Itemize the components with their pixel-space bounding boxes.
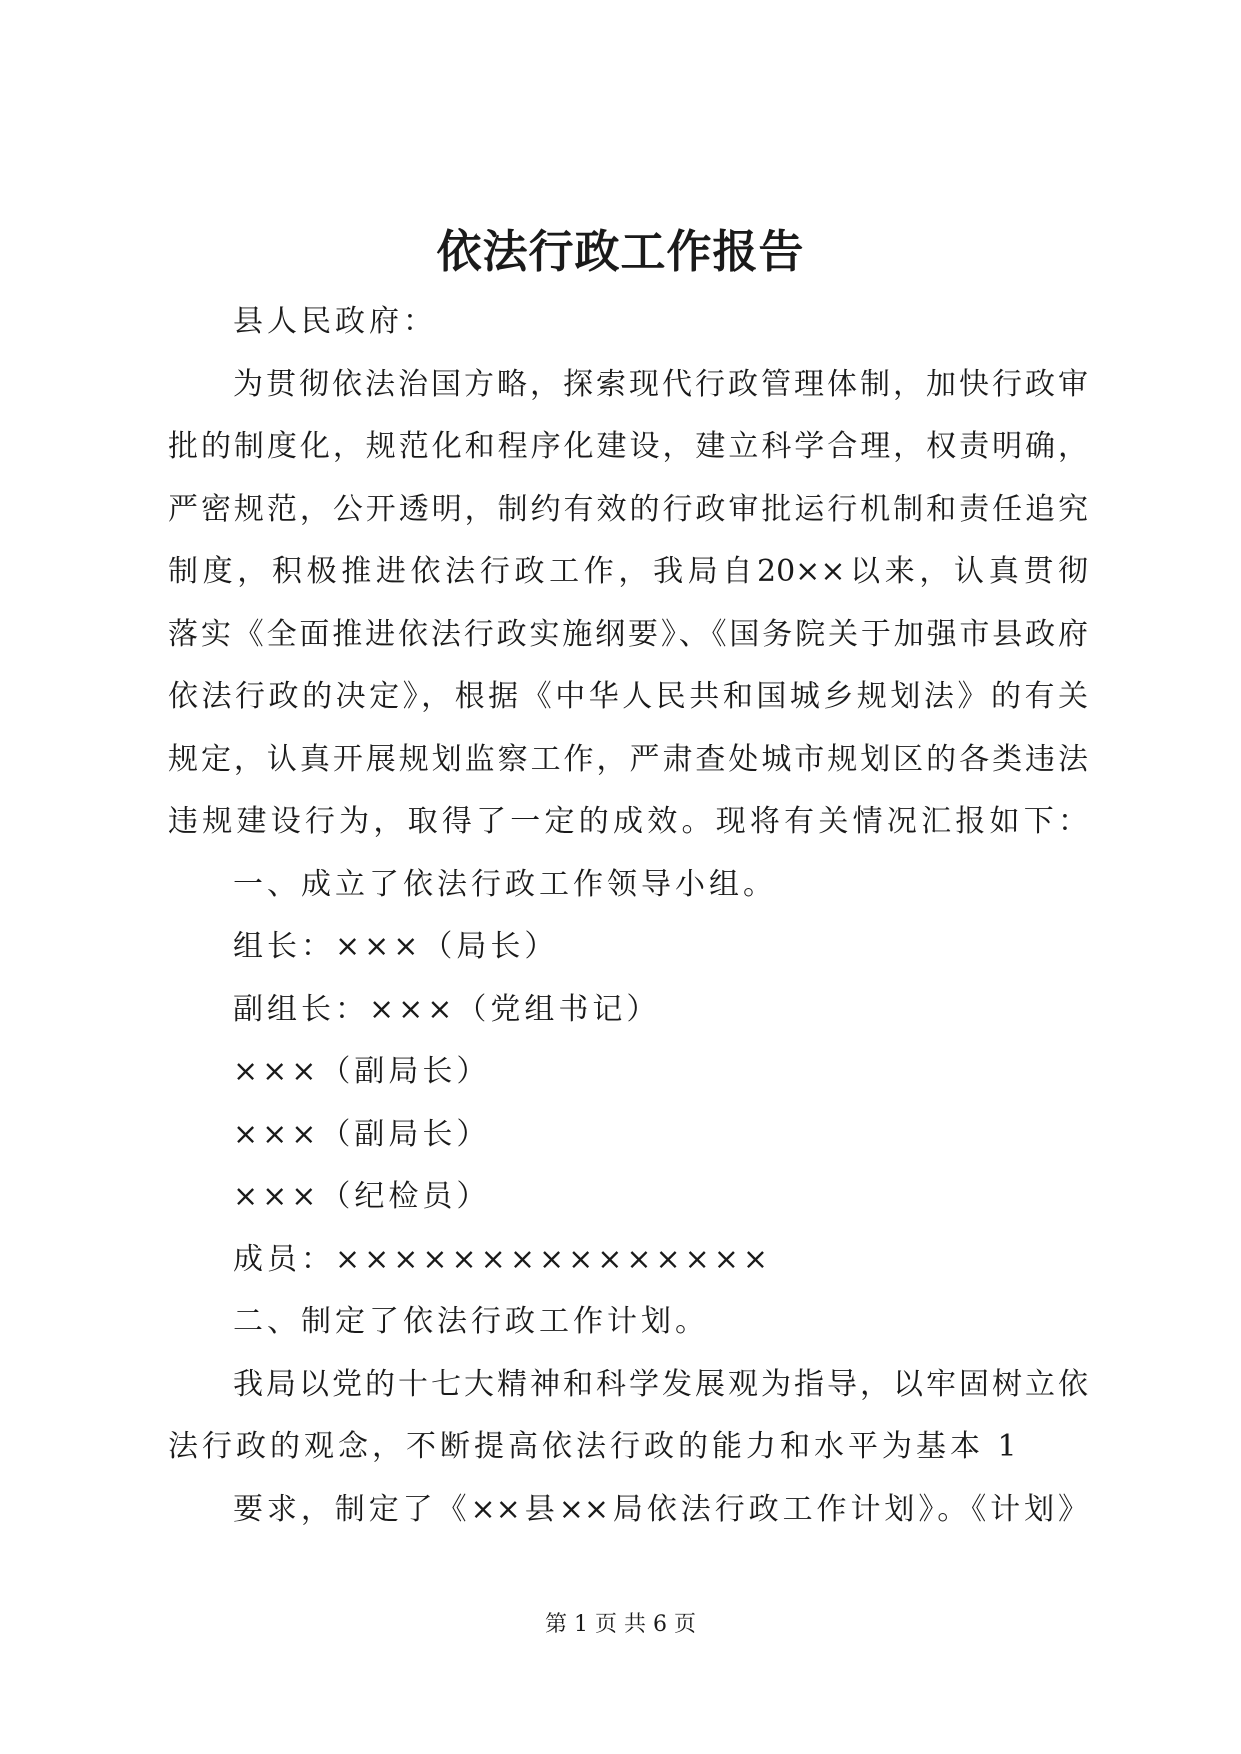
body-line: 法行政的观念，不断提高依法行政的能力和水平为基本 1 (168, 1429, 1021, 1464)
body-line: 副组长：×××（党组书记） (233, 991, 661, 1027)
section-heading: 一、成立了依法行政工作领导小组。 (233, 866, 777, 902)
body-line: 批的制度化，规范化和程序化建设，建立科学合理，权责明确， (168, 429, 1088, 464)
body-line: 县人民政府： (233, 304, 437, 339)
body-line: 成员：××××××××××××××× (233, 1241, 773, 1277)
body-line: ×××（副局长） (233, 1116, 491, 1152)
document-body (168, 291, 1088, 1541)
section-heading: 二、制定了依法行政工作计划。 (233, 1304, 709, 1339)
page-number-footer: 第 1 页 共 6 页 (545, 1612, 696, 1637)
body-line: 违规建设行为，取得了一定的成效。现将有关情况汇报如下： (168, 804, 1088, 839)
body-line: 组长：×××（局长） (233, 929, 559, 964)
body-line: ×××（纪检员） (233, 1179, 491, 1214)
body-line: 我局以党的十七大精神和科学发展观为指导，以牢固树立依 (233, 1366, 1088, 1402)
body-line: 依法行政的决定》，根据《中华人民共和国城乡规划法》的有关 (168, 679, 1088, 714)
body-line: 要求，制定了《××县××局依法行政工作计划》。《计划》 (233, 1491, 1088, 1527)
document-title: 依法行政工作报告 (436, 225, 805, 278)
body-line: 规定，认真开展规划监察工作，严肃查处城市规划区的各类违法 (168, 741, 1088, 777)
body-line: 落实《全面推进依法行政实施纲要》、《国务院关于加强市县政府 (168, 616, 1088, 652)
body-line: 为贯彻依法治国方略，探索现代行政管理体制，加快行政审 (233, 366, 1088, 402)
body-line: 制度，积极推进依法行政工作，我局自20××以来，认真贯彻 (168, 554, 1088, 589)
body-line: 严密规范，公开透明，制约有效的行政审批运行机制和责任追究 (168, 491, 1088, 527)
body-line: ×××（副局长） (233, 1054, 491, 1089)
